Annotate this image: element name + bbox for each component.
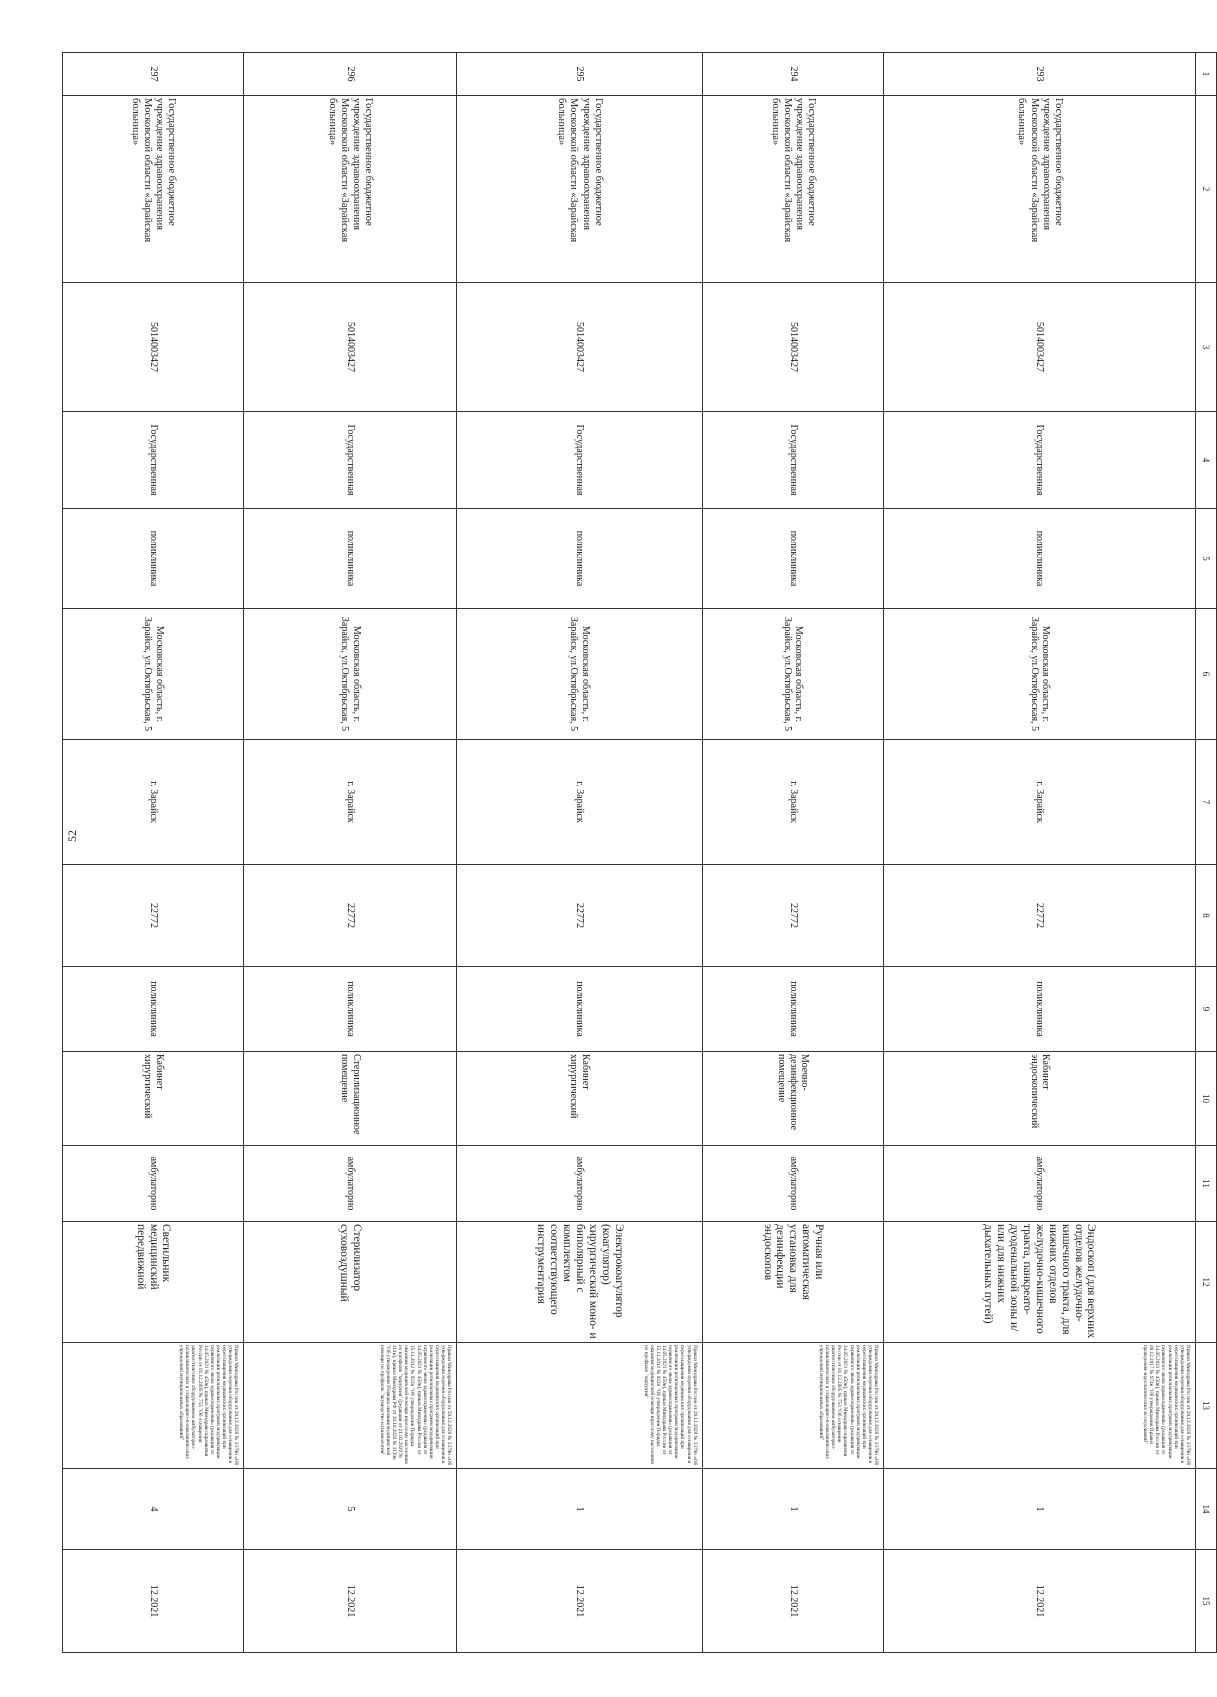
ownership-form: Государственная: [702, 412, 883, 509]
rotated-page: [62, 52, 1217, 1652]
address: Московская область, г. Зарайск, ул.Октябрьская, 5: [884, 609, 1196, 740]
code: 22772: [63, 865, 244, 967]
code: 22772: [702, 865, 883, 967]
column-number: 4: [1196, 412, 1217, 509]
row-number: 295: [457, 53, 703, 96]
facility-type: поликлиника: [457, 509, 703, 609]
table-row: [244, 53, 457, 1653]
column-number: 13: [1196, 1343, 1217, 1469]
code: 22772: [244, 865, 457, 967]
inn: 5014003427: [244, 283, 457, 412]
row-number: 294: [702, 53, 883, 96]
column-number: 12: [1196, 1222, 1217, 1343]
inn: 5014003427: [63, 283, 244, 412]
legal-basis: Приказ Минздрава России от 28.12.2020 № 1379н «Об утверждении перечня оборудования для оснащения и переоснащения медицинских организаций при реализации региональных программ модернизации первичного звена здравоохранения» (редакция от 14.05.2021 № 450н), приказ Минздравсоцразвития России от 01.12.2005 № 753 "Об оснащении диагностическим оборудованием амбулаторно-поликлинических и стационарно-поликлинических учреждений муниципальных образований": [63, 1343, 244, 1469]
care-condition: амбулаторно: [63, 1146, 244, 1222]
quantity: 1: [884, 1469, 1196, 1550]
column-number: 5: [1196, 509, 1217, 609]
column-number: 6: [1196, 609, 1217, 740]
code: 22772: [884, 865, 1196, 967]
column-number: 9: [1196, 967, 1217, 1052]
column-number-row: [1196, 53, 1217, 1653]
legal-basis: Приказ Минздрава России от 28.12.2020 № 1379н «Об утверждении перечня оборудования для оснащения и переоснащения медицинских организаций при реализации региональных программ модернизации первичного звена здравоохранения» (редакция от 14.05.2021 № 450н), приказ Минздрава России от 15.11.2012 № 922н "Об утверждении Порядка оказания медицинской помощи взрослому населению по профилю "хирургия": [457, 1343, 703, 1469]
table-row: [63, 53, 244, 1653]
table-row: [884, 53, 1196, 1653]
table-row: [702, 53, 883, 1653]
quantity: 5: [244, 1469, 457, 1550]
equipment-table: [62, 52, 1217, 1653]
city: г. Зарайск: [702, 740, 883, 865]
city: г. Зарайск: [244, 740, 457, 865]
row-number: 297: [63, 53, 244, 96]
quantity: 1: [702, 1469, 883, 1550]
facility-type: поликлиника: [244, 509, 457, 609]
inn: 5014003427: [457, 283, 703, 412]
column-number: 2: [1196, 96, 1217, 283]
subdivision: поликлиника: [244, 967, 457, 1052]
row-number: 293: [884, 53, 1196, 96]
delivery-date: 12.2021: [63, 1550, 244, 1653]
code: 22772: [457, 865, 703, 967]
legal-basis: Приказ Минздрава России от 28.12.2020 № 1379н «Об утверждении перечня оборудования для оснащения и переоснащения медицинских организаций при реализации региональных программ модернизации первичного звена здравоохранения» (редакция от 14.05.2021 № 450н), приказ Минздравсоцразвития России от 01.12.2005 № 753 "Об оснащении диагностическим оборудованием амбулаторно-поликлинических и стационарно-поликлинических учреждений муниципальных образований": [702, 1343, 883, 1469]
ownership-form: Государственная: [244, 412, 457, 509]
quantity: 4: [63, 1469, 244, 1550]
page-number: 52: [65, 830, 79, 842]
ownership-form: Государственная: [63, 412, 244, 509]
legal-basis: Приказ Минздрава России от 28.12.2020 № 1379н «Об утверждении перечня оборудования для оснащения и переоснащения медицинских организаций при реализации региональных программ модернизации первичного звена здравоохранения» (редакция от 14.05.2021 № 450н), приказ Минздрава России от 15.11.2012 № 922н "Об утверждении Порядка оказания медицинской помощи взрослому населению по профилю "хирургия" (редакция от 21.02.2020 № 114н), приказ Минздрава РФ от 20.10.2020 № 1130н "Об утверждении Порядка оказания медицинской помощи по профилю "акушерство и гинекология": [244, 1343, 457, 1469]
subdivision: поликлиника: [457, 967, 703, 1052]
equipment-name: Электрокоагулятор (коагулятор) хирургический моно- и биполярный с комплектом соответствующего инструментария: [457, 1222, 703, 1343]
row-number: 296: [244, 53, 457, 96]
column-number: 14: [1196, 1469, 1217, 1550]
address: Московская область, г. Зарайск, ул.Октябрьская, 5: [702, 609, 883, 740]
subdivision: поликлиника: [884, 967, 1196, 1052]
legal-basis: Приказ Минздрава России от 28.12.2020 № 1379н «Об утверждении перечня оборудования для оснащения и переоснащения медицинских организаций при реализации региональных программ модернизации первичного звена здравоохранения» (редакция от 14.05.2021 № 450н), приказ Минздрава России от 06.12.2017 № 974н "Об утверждении Правил проведения эндоскопических исследований": [884, 1343, 1196, 1469]
organization-name: Государственное бюджетное учреждение здравоохранения Московской области «Зарайская больница»: [702, 96, 883, 283]
care-condition: амбулаторно: [244, 1146, 457, 1222]
ownership-form: Государственная: [457, 412, 703, 509]
column-number: 10: [1196, 1052, 1217, 1146]
equipment-name: Стерилизатор суховоздушный: [244, 1222, 457, 1343]
care-condition: амбулаторно: [884, 1146, 1196, 1222]
quantity: 1: [457, 1469, 703, 1550]
facility-type: поликлиника: [63, 509, 244, 609]
column-number: 3: [1196, 283, 1217, 412]
organization-name: Государственное бюджетное учреждение здравоохранения Московской области «Зарайская больница»: [884, 96, 1196, 283]
address: Московская область, г. Зарайск, ул.Октябрьская, 5: [63, 609, 244, 740]
room: Моечно-дезинфекционное помещение: [702, 1052, 883, 1146]
delivery-date: 12.2021: [244, 1550, 457, 1653]
equipment-name: Светильник медицинский передвижной: [63, 1222, 244, 1343]
city: г. Зарайск: [457, 740, 703, 865]
facility-type: поликлиника: [702, 509, 883, 609]
room: Стерилизационное помещение: [244, 1052, 457, 1146]
ownership-form: Государственная: [884, 412, 1196, 509]
column-number: 1: [1196, 53, 1217, 96]
column-number: 11: [1196, 1146, 1217, 1222]
column-number: 15: [1196, 1550, 1217, 1653]
organization-name: Государственное бюджетное учреждение здравоохранения Московской области «Зарайская больница»: [63, 96, 244, 283]
city: г. Зарайск: [884, 740, 1196, 865]
address: Московская область, г. Зарайск, ул.Октябрьская, 5: [457, 609, 703, 740]
organization-name: Государственное бюджетное учреждение здравоохранения Московской области «Зарайская больница»: [244, 96, 457, 283]
table-row: [457, 53, 703, 1653]
equipment-name: Эндоскоп (для верхних отделов желудочно-кишечного тракта, для нижних отделов желудочно-кишечного тракта, панкреато-дуоденальной зоны и/или для нижних дыхательных путей): [884, 1222, 1196, 1343]
care-condition: амбулаторно: [702, 1146, 883, 1222]
delivery-date: 12.2021: [884, 1550, 1196, 1653]
room: Кабинет хирургический: [457, 1052, 703, 1146]
care-condition: амбулаторно: [457, 1146, 703, 1222]
inn: 5014003427: [702, 283, 883, 412]
column-number: 8: [1196, 865, 1217, 967]
address: Московская область, г. Зарайск, ул.Октябрьская, 5: [244, 609, 457, 740]
equipment-name: Ручная или автоматическая установка для дезинфекции эндоскопов: [702, 1222, 883, 1343]
room: Кабинет хирургический: [63, 1052, 244, 1146]
inn: 5014003427: [884, 283, 1196, 412]
subdivision: поликлиника: [63, 967, 244, 1052]
city: г. Зарайск: [63, 740, 244, 865]
facility-type: поликлиника: [884, 509, 1196, 609]
room: Кабинет эндоскопический: [884, 1052, 1196, 1146]
delivery-date: 12.2021: [457, 1550, 703, 1653]
column-number: 7: [1196, 740, 1217, 865]
delivery-date: 12.2021: [702, 1550, 883, 1653]
subdivision: поликлиника: [702, 967, 883, 1052]
organization-name: Государственное бюджетное учреждение здравоохранения Московской области «Зарайская больница»: [457, 96, 703, 283]
